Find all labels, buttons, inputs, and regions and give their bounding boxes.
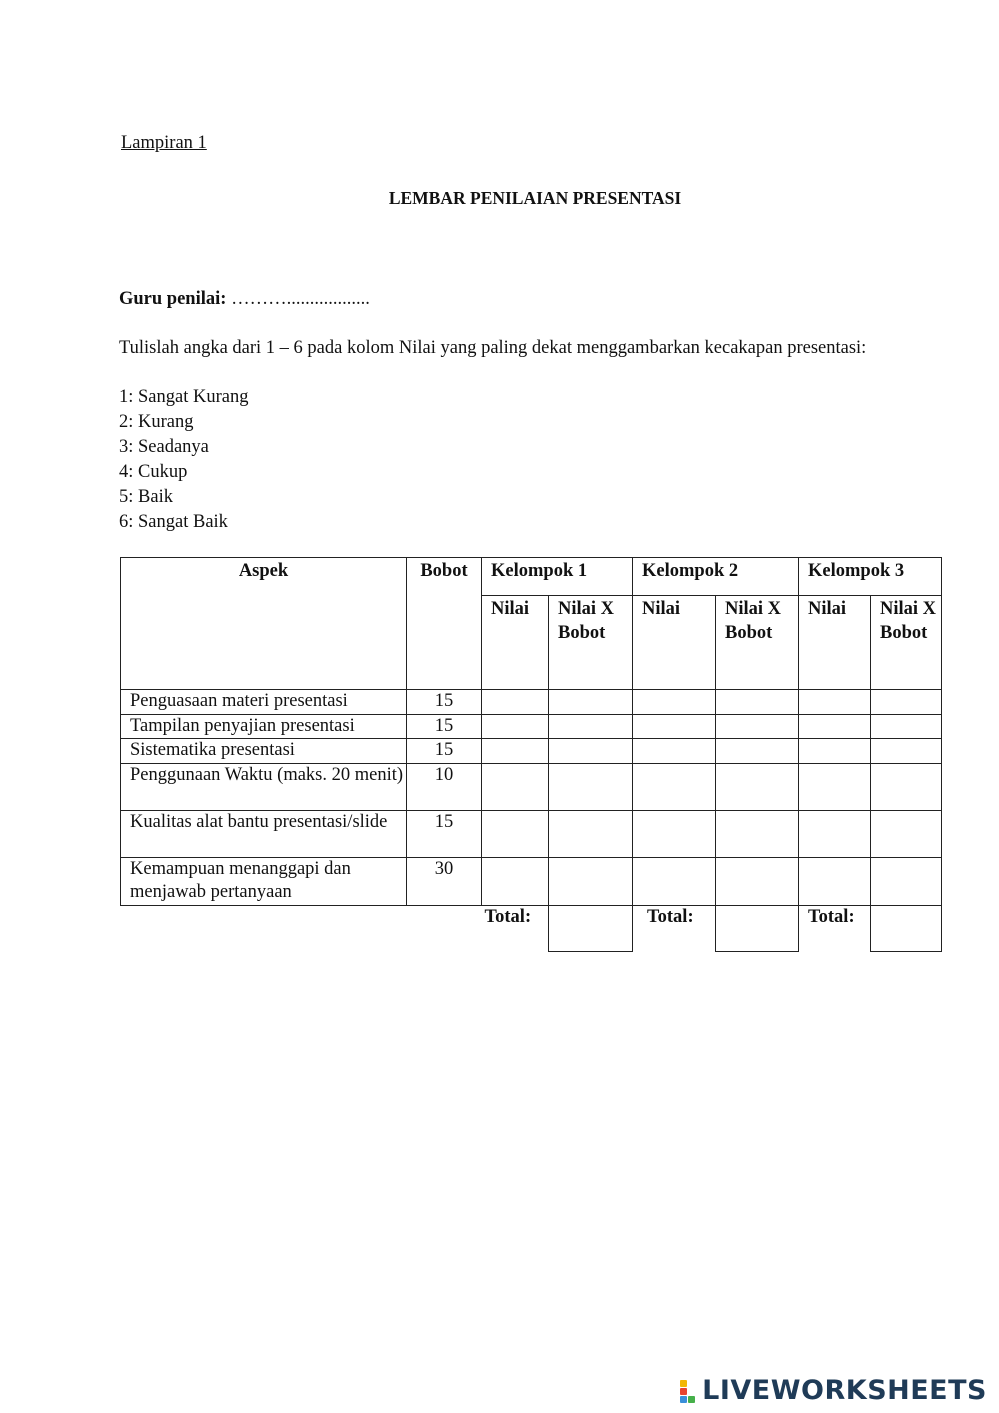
nilai-input-cell[interactable] bbox=[482, 763, 549, 810]
nilai-input-cell[interactable] bbox=[482, 690, 549, 715]
total-label-2: Total: bbox=[633, 905, 716, 951]
table-row bbox=[121, 857, 942, 905]
score-cell[interactable] bbox=[549, 857, 633, 905]
nilai-input-cell[interactable] bbox=[482, 739, 549, 764]
total-cell-1[interactable] bbox=[549, 905, 633, 951]
header-kelompok-1: Kelompok 1 bbox=[482, 558, 633, 596]
table-row bbox=[121, 739, 942, 764]
score-cell[interactable] bbox=[549, 714, 633, 739]
score-cell[interactable] bbox=[716, 714, 799, 739]
score-cell[interactable] bbox=[716, 763, 799, 810]
nilai-input-cell[interactable] bbox=[799, 763, 871, 810]
total-cell-2[interactable] bbox=[716, 905, 799, 951]
score-cell[interactable] bbox=[549, 690, 633, 715]
table-row bbox=[121, 763, 942, 810]
aspek-cell: Penguasaan materi presentasi bbox=[121, 690, 407, 715]
scale-item: 2: Kurang bbox=[119, 412, 194, 432]
nilai-input-cell[interactable] bbox=[799, 714, 871, 739]
liveworksheets-wordmark: LIVEWORKSHEETS bbox=[702, 1374, 987, 1406]
header-kelompok-2: Kelompok 2 bbox=[633, 558, 799, 596]
score-cell[interactable] bbox=[871, 690, 942, 715]
assessment-table bbox=[120, 557, 942, 952]
guru-penilai-line bbox=[119, 289, 370, 310]
bobot-cell: 10 bbox=[407, 763, 482, 810]
total-label-1: Total: bbox=[482, 905, 549, 951]
score-cell[interactable] bbox=[871, 739, 942, 764]
score-cell[interactable] bbox=[716, 857, 799, 905]
nilai-input-cell[interactable] bbox=[799, 810, 871, 857]
nilai-input-cell[interactable] bbox=[633, 810, 716, 857]
header-nilai: Nilai bbox=[799, 596, 871, 690]
scale-item: 5: Baik bbox=[119, 487, 173, 507]
nilai-input-cell[interactable] bbox=[633, 690, 716, 715]
liveworksheets-logo bbox=[680, 1375, 987, 1405]
score-cell[interactable] bbox=[716, 810, 799, 857]
nilai-input-cell[interactable] bbox=[633, 739, 716, 764]
nilai-input-cell[interactable] bbox=[633, 763, 716, 810]
score-cell[interactable] bbox=[549, 810, 633, 857]
score-cell[interactable] bbox=[871, 810, 942, 857]
aspek-cell: Kualitas alat bantu presentasi/slide bbox=[121, 810, 407, 857]
header-nilai: Nilai bbox=[482, 596, 549, 690]
logo-square-2 bbox=[680, 1388, 687, 1395]
liveworksheets-logo-icon bbox=[680, 1378, 700, 1402]
scale-item: 6: Sangat Baik bbox=[119, 512, 228, 532]
score-cell[interactable] bbox=[871, 857, 942, 905]
instruction-text: Tulislah angka dari 1 – 6 pada kolom Nilai yang paling dekat menggambarkan kecakapan presentasi: bbox=[119, 338, 867, 358]
bobot-cell: 15 bbox=[407, 810, 482, 857]
lampiran-label: Lampiran 1 bbox=[121, 133, 207, 153]
bobot-cell: 15 bbox=[407, 739, 482, 764]
bobot-cell: 15 bbox=[407, 690, 482, 715]
logo-square-3 bbox=[680, 1396, 687, 1403]
rating-scale-list bbox=[119, 385, 248, 535]
total-label-3: Total: bbox=[799, 905, 871, 951]
total-cell-3[interactable] bbox=[871, 905, 942, 951]
aspek-cell: Sistematika presentasi bbox=[121, 739, 407, 764]
table-row bbox=[121, 690, 942, 715]
nilai-input-cell[interactable] bbox=[799, 739, 871, 764]
logo-square-1 bbox=[680, 1380, 687, 1387]
total-row bbox=[121, 905, 942, 951]
score-cell[interactable] bbox=[871, 763, 942, 810]
nilai-input-cell[interactable] bbox=[482, 810, 549, 857]
guru-penilai-label: Guru penilai: bbox=[119, 289, 227, 309]
aspek-cell: Tampilan penyajian presentasi bbox=[121, 714, 407, 739]
bobot-cell: 30 bbox=[407, 857, 482, 905]
scale-item: 1: Sangat Kurang bbox=[119, 387, 249, 407]
header-nilai: Nilai bbox=[633, 596, 716, 690]
scale-item: 3: Seadanya bbox=[119, 437, 209, 457]
score-cell[interactable] bbox=[549, 763, 633, 810]
table-row bbox=[121, 714, 942, 739]
header-kelompok-3: Kelompok 3 bbox=[799, 558, 942, 596]
nilai-input-cell[interactable] bbox=[633, 714, 716, 739]
logo-square-4 bbox=[688, 1396, 695, 1403]
aspek-cell: Kemampuan menanggapi dan menjawab pertanyaan bbox=[121, 857, 407, 905]
score-cell[interactable] bbox=[716, 739, 799, 764]
table-row bbox=[121, 810, 942, 857]
header-nilai-x-bobot: Nilai X Bobot bbox=[871, 596, 942, 690]
nilai-input-cell[interactable] bbox=[482, 857, 549, 905]
score-cell[interactable] bbox=[871, 714, 942, 739]
header-nilai-x-bobot: Nilai X Bobot bbox=[549, 596, 633, 690]
bobot-cell: 15 bbox=[407, 714, 482, 739]
header-bobot: Bobot bbox=[407, 558, 482, 690]
nilai-input-cell[interactable] bbox=[633, 857, 716, 905]
score-cell[interactable] bbox=[549, 739, 633, 764]
nilai-input-cell[interactable] bbox=[799, 690, 871, 715]
guru-penilai-blank[interactable]: ……….................. bbox=[231, 289, 370, 309]
nilai-input-cell[interactable] bbox=[482, 714, 549, 739]
aspek-cell: Penggunaan Waktu (maks. 20 menit) bbox=[121, 763, 407, 810]
header-nilai-x-bobot: Nilai X Bobot bbox=[716, 596, 799, 690]
nilai-input-cell[interactable] bbox=[799, 857, 871, 905]
scale-item: 4: Cukup bbox=[119, 462, 188, 482]
score-cell[interactable] bbox=[716, 690, 799, 715]
page-title: LEMBAR PENILAIAN PRESENTASI bbox=[388, 188, 682, 208]
header-aspek: Aspek bbox=[121, 558, 407, 690]
